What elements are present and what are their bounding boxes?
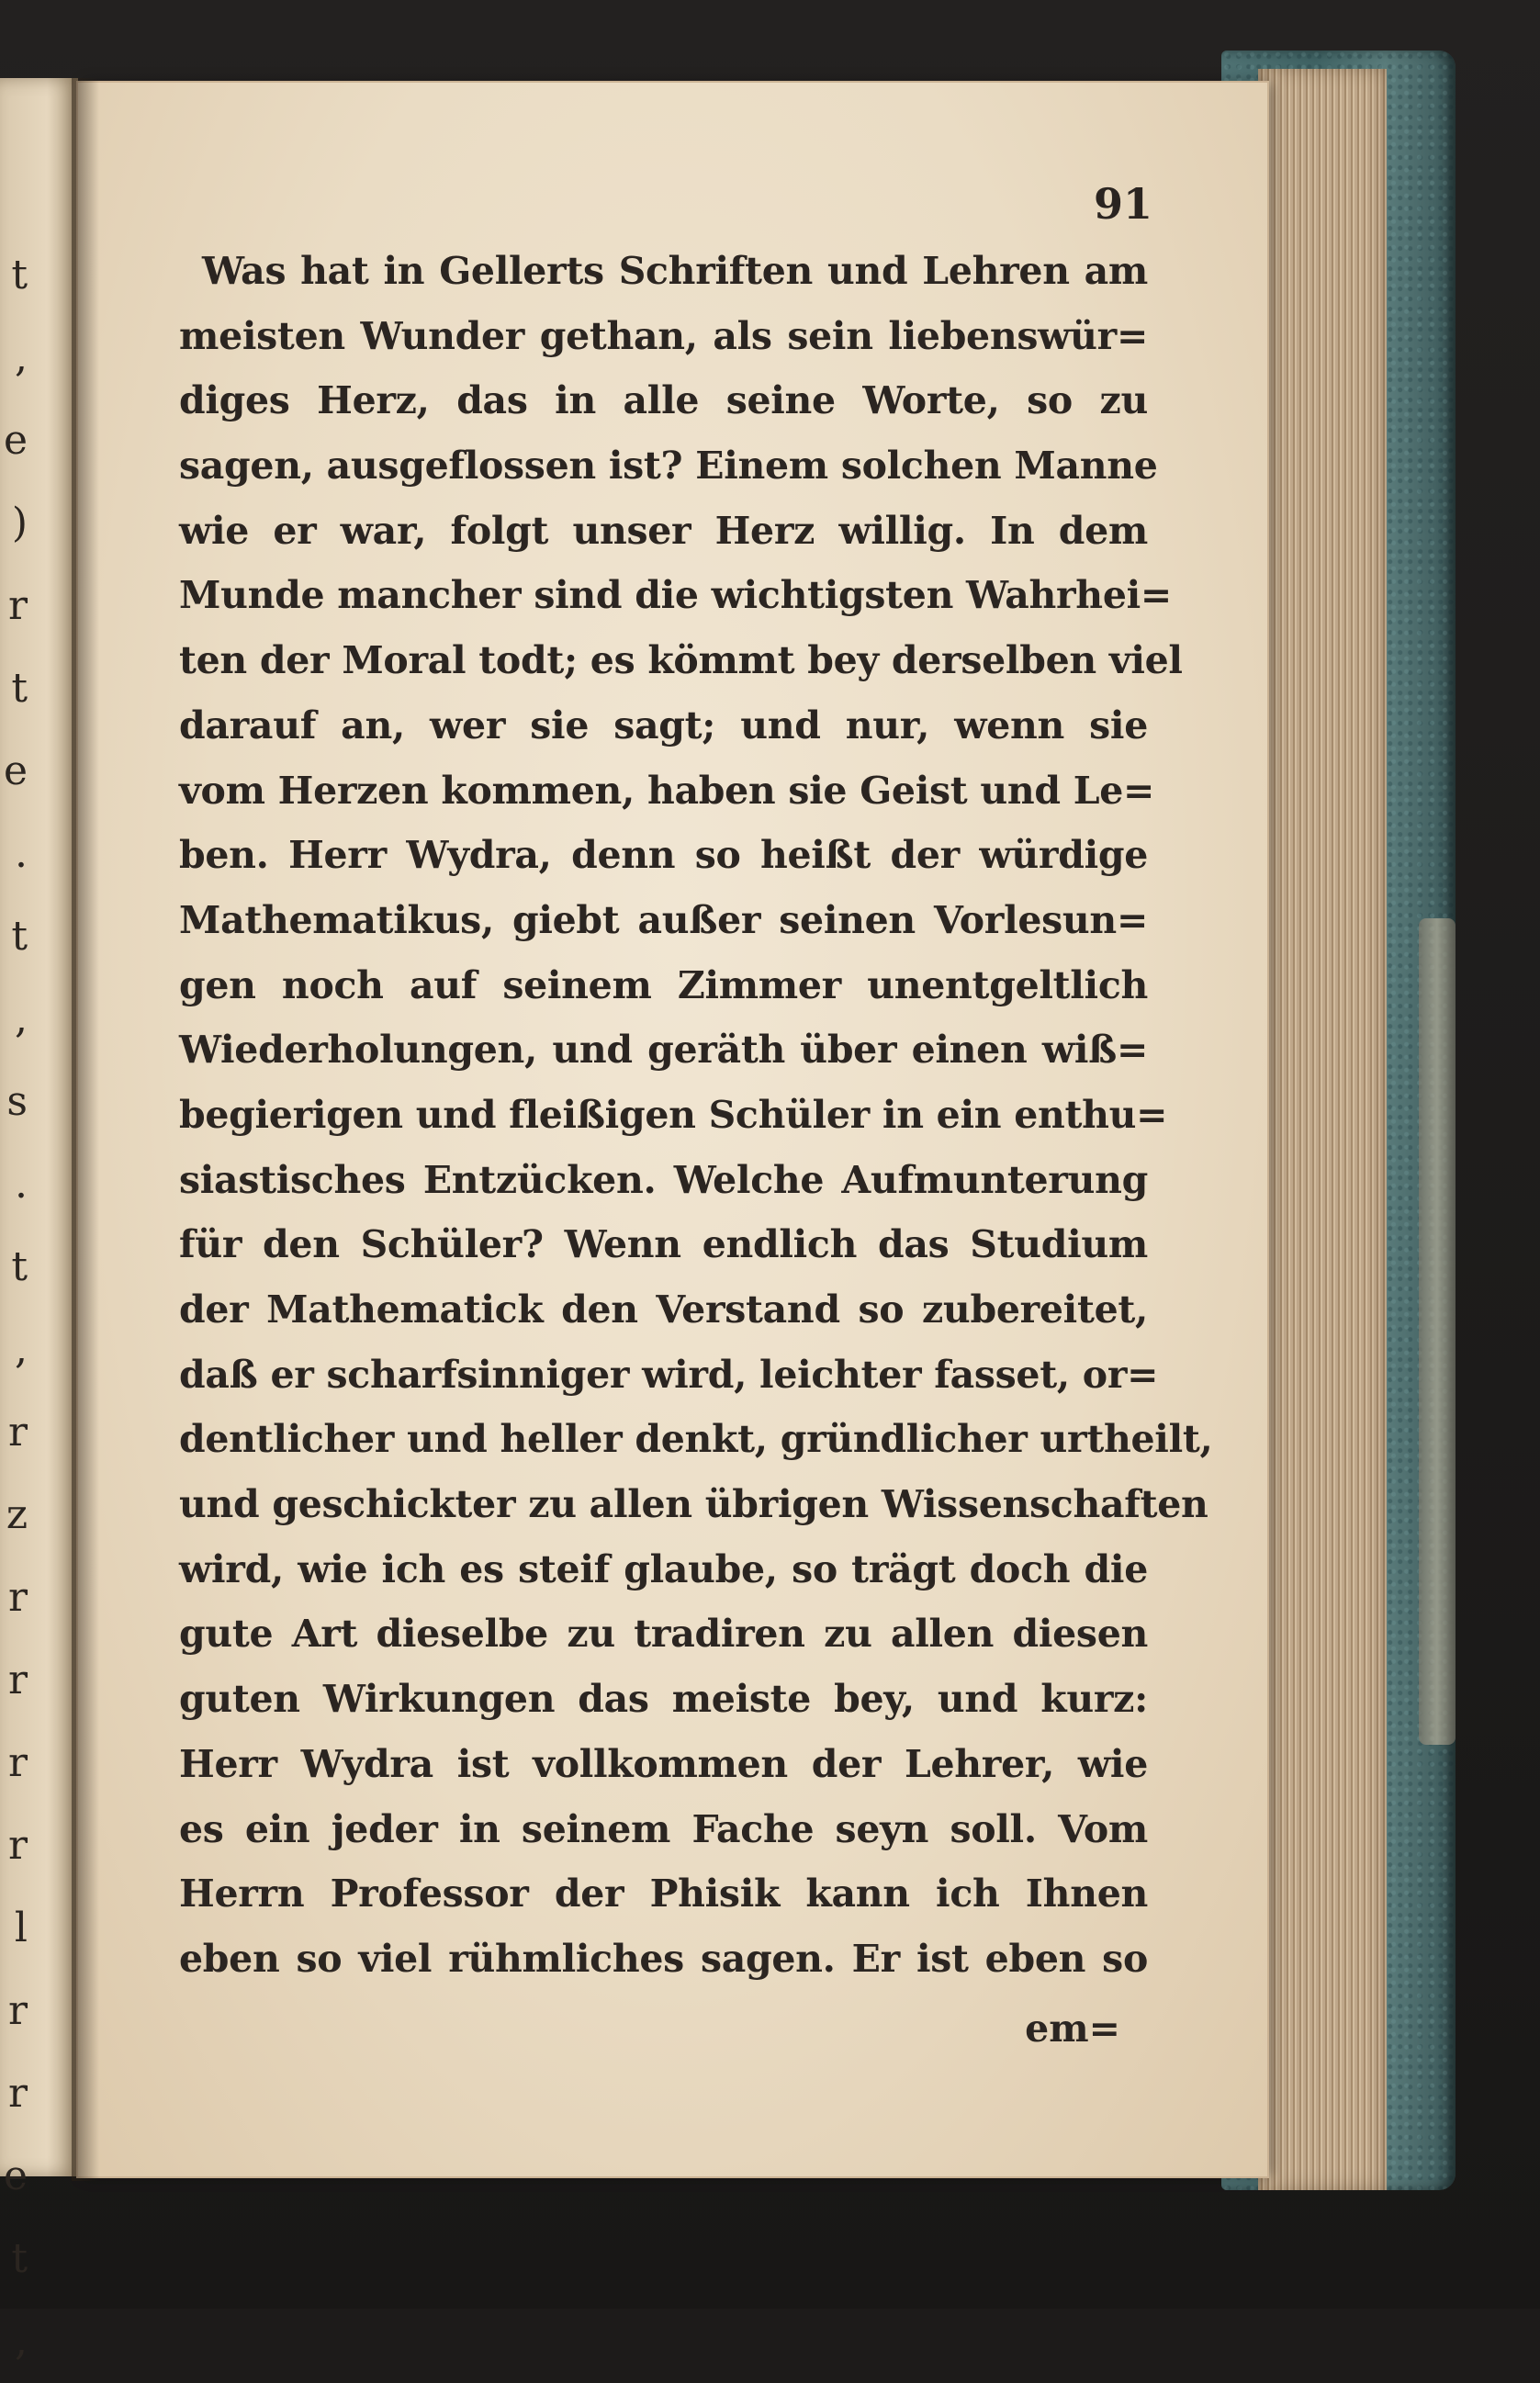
text-line: gute Art dieselbe zu tradiren zu allen diesen [179, 1612, 1148, 1657]
facing-page-mark: t [11, 2235, 28, 2282]
text-line: siastisches Entzücken. Welche Aufmunterung [179, 1157, 1148, 1202]
text-line: sagen, ausgeflossen ist? Einem solchen Manne [179, 444, 1158, 489]
text-line: meisten Wunder gethan, als sein liebenswür= [179, 313, 1148, 358]
facing-page-mark: e [3, 2153, 28, 2199]
facing-page-mark: t [11, 913, 28, 960]
facing-page-mark: r [7, 1822, 28, 1869]
text-line: es ein jeder in seinem Fache seyn soll. Vom [179, 1806, 1148, 1851]
text-line: Wiederholungen, und geräth über einen wiß= [179, 1028, 1148, 1073]
text-line: Herr Wydra ist vollkommen der Lehrer, wie [179, 1741, 1148, 1786]
text-line: dentlicher und heller denkt, gründlicher urtheilt, [179, 1417, 1213, 1462]
text-line: wie er war, folgt unser Herz willig. In dem [179, 508, 1148, 553]
facing-page-mark: e [3, 417, 28, 464]
text-line: gen noch auf seinem Zimmer unentgeltlich [179, 962, 1148, 1007]
facing-page-mark: r [7, 582, 28, 629]
facing-page-mark: , [15, 1326, 28, 1373]
body-text [179, 239, 1213, 1992]
text-line: Herrn Professor der Phisik kann ich Ihnen [179, 1872, 1148, 1917]
text-line: begierigen und fleißigen Schüler in ein enthu= [179, 1092, 1168, 1137]
text-line: daß er scharfsinniger wird, leichter fasset, or= [179, 1352, 1159, 1397]
text-line: ten der Moral todt; es kömmt bey derselben viel [179, 638, 1183, 683]
text-line: Was hat in Gellerts Schriften und Lehren am [202, 249, 1148, 293]
facing-page-mark: r [7, 1739, 28, 1786]
text-line: und geschickter zu allen übrigen Wissenschaften [179, 1482, 1208, 1527]
facing-page-mark: t [11, 1243, 28, 1290]
facing-page-text-fragments [0, 78, 28, 2365]
right-page [78, 83, 1267, 2176]
facing-page-mark: z [6, 1491, 28, 1538]
text-line: guten Wirkungen das meiste bey, und kurz: [179, 1677, 1148, 1722]
text-line: ben. Herr Wydra, denn so heißt der würdige [179, 833, 1148, 878]
facing-page-mark: r [7, 2070, 28, 2117]
facing-page [0, 78, 78, 2365]
text-line: der Mathematick den Verstand so zubereitet, [179, 1287, 1148, 1332]
facing-page-mark: . [15, 830, 28, 877]
facing-page-mark: . [15, 1161, 28, 1208]
text-line: Munde mancher sind die wichtigsten Wahrhei= [179, 573, 1172, 618]
facing-page-mark: r [7, 1987, 28, 2034]
facing-page-mark: , [15, 995, 28, 1042]
facing-page-mark: e [3, 747, 28, 794]
cover-wear [1419, 918, 1456, 1745]
text-line: wird, wie ich es steif glaube, so trägt doch die [179, 1546, 1148, 1591]
facing-page-mark: t [11, 665, 28, 712]
page-number: 91 [1093, 179, 1152, 229]
catchword: em= [1025, 2006, 1120, 2051]
facing-page-mark: t [11, 252, 28, 298]
facing-page-mark: , [15, 2318, 28, 2365]
facing-page-mark: r [7, 1657, 28, 1703]
facing-page-mark: r [7, 1574, 28, 1621]
text-line: diges Herz, das in alle seine Worte, so zu [179, 378, 1148, 423]
page-edges [1258, 69, 1387, 2190]
facing-page-mark: s [6, 1078, 28, 1125]
text-line: darauf an, wer sie sagt; und nur, wenn sie [179, 703, 1148, 747]
text-line: vom Herzen kommen, haben sie Geist und Le= [179, 768, 1155, 813]
facing-page-mark: r [7, 1409, 28, 1456]
gutter-shadow [72, 78, 99, 2181]
facing-page-mark: l [14, 1905, 28, 1951]
facing-page-mark: , [15, 334, 28, 381]
text-line: Mathematikus, giebt außer seinen Vorlesun= [179, 897, 1148, 942]
text-line: eben so viel rühmliches sagen. Er ist eben so [179, 1936, 1148, 1981]
facing-page-mark: ) [11, 500, 28, 546]
text-line: für den Schüler? Wenn endlich das Studium [179, 1222, 1148, 1267]
